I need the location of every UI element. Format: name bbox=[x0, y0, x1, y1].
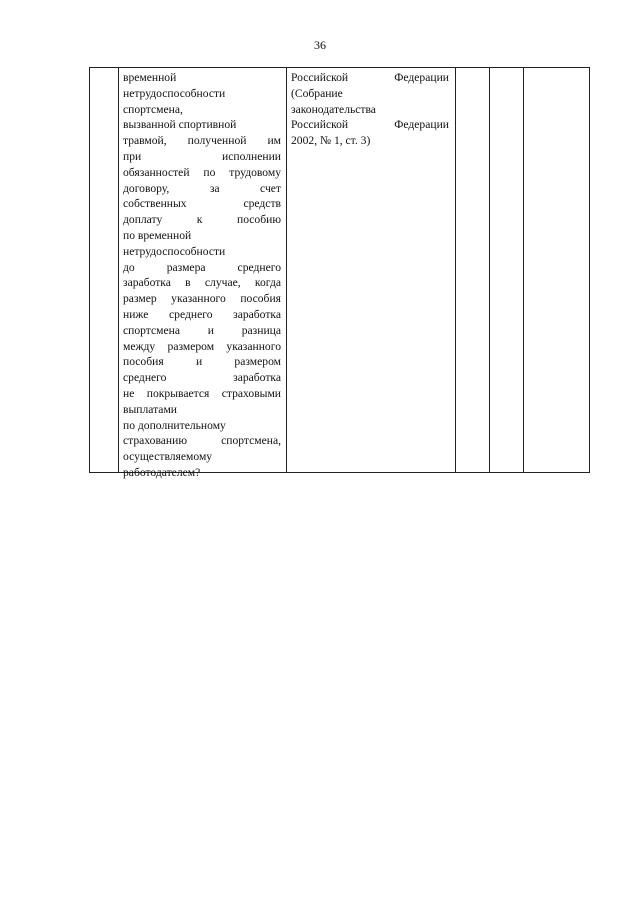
text-line: (Собрание bbox=[291, 86, 343, 100]
answer-yes-cell bbox=[456, 68, 490, 472]
text-line: при исполнении bbox=[123, 149, 281, 163]
text-line: выплатами bbox=[123, 402, 177, 416]
text-line: обязанностей по трудовому bbox=[123, 165, 281, 179]
text-line: спортсмена, bbox=[123, 102, 183, 116]
text-line: договору, за счет bbox=[123, 181, 281, 195]
text-line: вызванной спортивной bbox=[123, 118, 237, 132]
text-line: по временной bbox=[123, 228, 192, 242]
text-line: Российской Федерации bbox=[291, 71, 449, 84]
text-line: Российской Федерации bbox=[291, 118, 449, 132]
requirements-table bbox=[89, 67, 590, 479]
notes-cell bbox=[524, 68, 589, 472]
text-line: осуществляемому bbox=[123, 450, 213, 464]
text-line: законодательства bbox=[291, 102, 376, 116]
legal-reference-cell bbox=[287, 68, 456, 472]
answer-no-cell bbox=[490, 68, 524, 472]
text-line: между размером указанного bbox=[123, 339, 281, 353]
text-line: временной bbox=[123, 71, 177, 84]
text-line: по дополнительному bbox=[123, 418, 226, 432]
text-line: пособия и размером bbox=[123, 355, 281, 369]
text-line: заработка в случае, когда bbox=[123, 276, 281, 290]
text-line: не покрывается страховыми bbox=[123, 386, 281, 400]
text-line: работодателем? bbox=[123, 465, 201, 479]
text-line: 2002, № 1, ст. 3) bbox=[291, 134, 371, 148]
text-line: до размера среднего bbox=[123, 260, 281, 274]
page-number: 36 bbox=[314, 38, 326, 52]
text-line: среднего заработка bbox=[123, 371, 281, 385]
text-line: спортсмена и разница bbox=[123, 323, 281, 337]
row-number-cell bbox=[90, 68, 119, 472]
question-cell bbox=[119, 68, 287, 479]
text-line: собственных средств bbox=[123, 197, 281, 211]
text-line: размер указанного пособия bbox=[123, 292, 281, 306]
text-line: травмой, полученной им bbox=[123, 134, 281, 148]
text-line: страхованию спортсмена, bbox=[123, 434, 281, 448]
text-line: нетрудоспособности bbox=[123, 86, 226, 100]
text-line: доплату к пособию bbox=[123, 213, 281, 227]
text-line: нетрудоспособности bbox=[123, 244, 226, 258]
text-line: ниже среднего заработка bbox=[123, 307, 281, 321]
